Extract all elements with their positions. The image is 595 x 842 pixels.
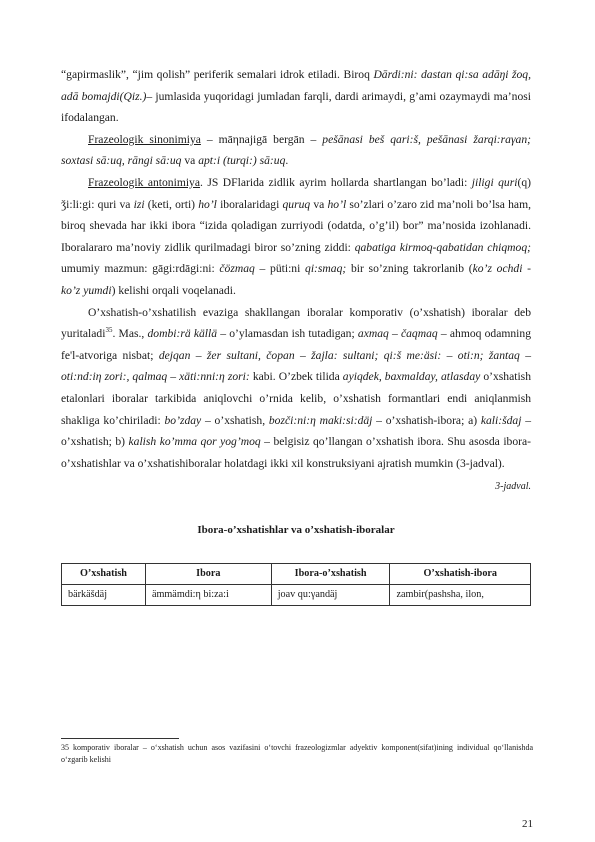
text-segment: umumiy mazmun: gāgi:rdāgi:ni: [61,262,220,276]
comparison-table [61,563,531,606]
text-segment: – māηnajigā bergān – [200,132,323,146]
text-segment: jiligi quri [471,175,518,189]
text-segment: qi:smaq; [305,262,347,276]
text-segment: – belgisiz qo’llangan o’xshatish ibora. Shu asosda ibora-o’xshatishlar va o’xshatishiboralar holatdagi ikki xil konstruksiyani ajratish mumkin (3-jadval). [61,435,531,470]
text-segment: O’xshatish-o’xshatilish evaziga shakllangan iboralar komporativ (o’xshatish) iboralar deb yuritaladi [61,305,531,341]
text-segment: bo’zday [164,413,202,427]
paragraph-p2 [61,129,531,172]
table-cell: joav qu:γandäj [271,585,390,606]
text-segment: quruq [282,197,311,211]
table-header-cell: Ibora-o’xshatish [271,564,390,585]
text-segment: va [181,154,199,168]
text-segment: pešānasi beš qari:š, pešānasi žarqi:raγan; soxtasi sā:uq, rāngi sā:uq [61,132,531,168]
text-segment: kali:šdaj [480,413,522,427]
text-segment: čözmaq [219,262,255,276]
table-number: 3-jadval. [495,481,531,493]
text-segment: ko’z ochdi - ko’z yumdi [61,262,531,297]
table-cell: ämmämdi:η bi:za:i [145,585,271,606]
text-segment: (keti, orti) [144,197,199,211]
text-segment: apt:i (turqi:) sā:uq [198,154,286,168]
text-segment: Dārdi:ni: dastan qi:sa adāŋi žoq, adā bomajdi(Qiz.) [61,68,531,103]
paragraph-p4 [61,302,531,475]
text-segment: ho’l [198,197,217,211]
table-header-cell: Ibora [145,564,271,585]
text-segment: – o’xshatish, [201,413,269,427]
table-cell: zambir(pashsha, ilon, [390,585,531,606]
table-cell: bärkäšdäj [62,585,146,606]
text-segment: ayiqdek, baxmalday, atlasday [342,370,481,384]
text-segment: bir so’zning takrorlanib ( [346,262,473,276]
term-heading: Frazeologik antonimiya [88,175,201,189]
text-segment: – jumlasida yuqoridagi jumladan farqli, dardi arimaydi, g’ami ozaymaydi ma’nosi ifodalangan. [61,89,531,125]
paragraphs [61,64,531,474]
text-segment: bozči:ni:η maki:si:däj [268,413,373,427]
text-segment: axmaq – čaqmaq [357,327,438,341]
text-segment: o’xshatish etalonlari iboralar tarkibida aniqlovchi o’rnida kelib, o’xshatish formantlari endi aniqlanmish shakliga ko’chiriladi: [61,370,531,427]
text-segment: – o’xshatish-ibora; a) [372,413,481,427]
text-segment: iboralaridagi [216,197,283,211]
text-segment: kalish ko’mma qor yog’moq [128,435,261,449]
text-segment: dejqan – žer sultani, čopan – žajla: sultani; qi:š me:äsi: – oti:n; žantaq – oti:nd:iη zori:, qalmaq – xäti:nni:η zori: [61,348,531,384]
footnote-ref: 35 [105,326,113,335]
footnote-rule [61,738,179,739]
paragraph-p3 [61,172,531,302]
term-heading: Frazeologik sinonimiya [88,132,201,146]
table-title: Ibora-o’xshatishlar va o’xshatish-iboralar [197,523,395,536]
paragraph-p1 [61,64,531,129]
text-segment: izi [133,197,145,211]
text-segment: dombi:rä källä [147,327,218,341]
table-body [62,585,531,606]
text-segment: qabatiga kirmoq-qabatidan chiqmoq; [354,240,531,254]
text-segment: so’zlari o’zaro zid ma’noli bo’lsa ham, biroq shevada har ikki ibora “izida qoladigan zurriyodi (odatda, o’g’il) bor” ma’nosida izohlanadi. Iboralararo ma’noviy zidlik qurilmadagi biror so’zning ziddi: [61,197,531,254]
text-segment: . Mas., [112,327,148,341]
text-segment: – o’ylamasdan ish tutadigan; [217,327,358,341]
text-segment: (q) ǯi:li:gi: quri va [61,175,531,211]
page-number: 21 [522,818,533,830]
footnote: 35 komporativ iboralar – o‘xshatish uchun asos vazifasini o‘tovchi frazeologizmlar adyektiv komponent(sifat)ining individual qo‘llanishda o‘zgarib kelishi [61,743,533,764]
text-segment: – püti:ni [254,262,306,276]
table-header-cell: O’xshatish [62,564,146,585]
text-segment: – ahmoq odamning fe'l-atvoriga nisbat; [61,327,531,362]
text-segment: . JS DFlarida zidlik ayrim hollarda shartlangan bo’ladi: [200,175,472,189]
body-text [61,64,531,606]
text-segment: “gapirmaslik”, “jim qolish” periferik semalari idrok etiladi. Biroq [61,68,374,81]
text-segment: – o’xshatish; b) [61,413,531,449]
text-segment: va [310,197,328,211]
table-header-cell: O’xshatish-ibora [390,564,531,585]
text-segment: . [285,154,289,168]
table-header-row [62,564,531,585]
text-segment: kabi. O’zbek tilida [249,370,343,384]
text-segment: ) kelishi orqali voqelanadi. [111,283,236,297]
table-row [62,585,531,606]
text-segment: ho’l [327,197,347,211]
